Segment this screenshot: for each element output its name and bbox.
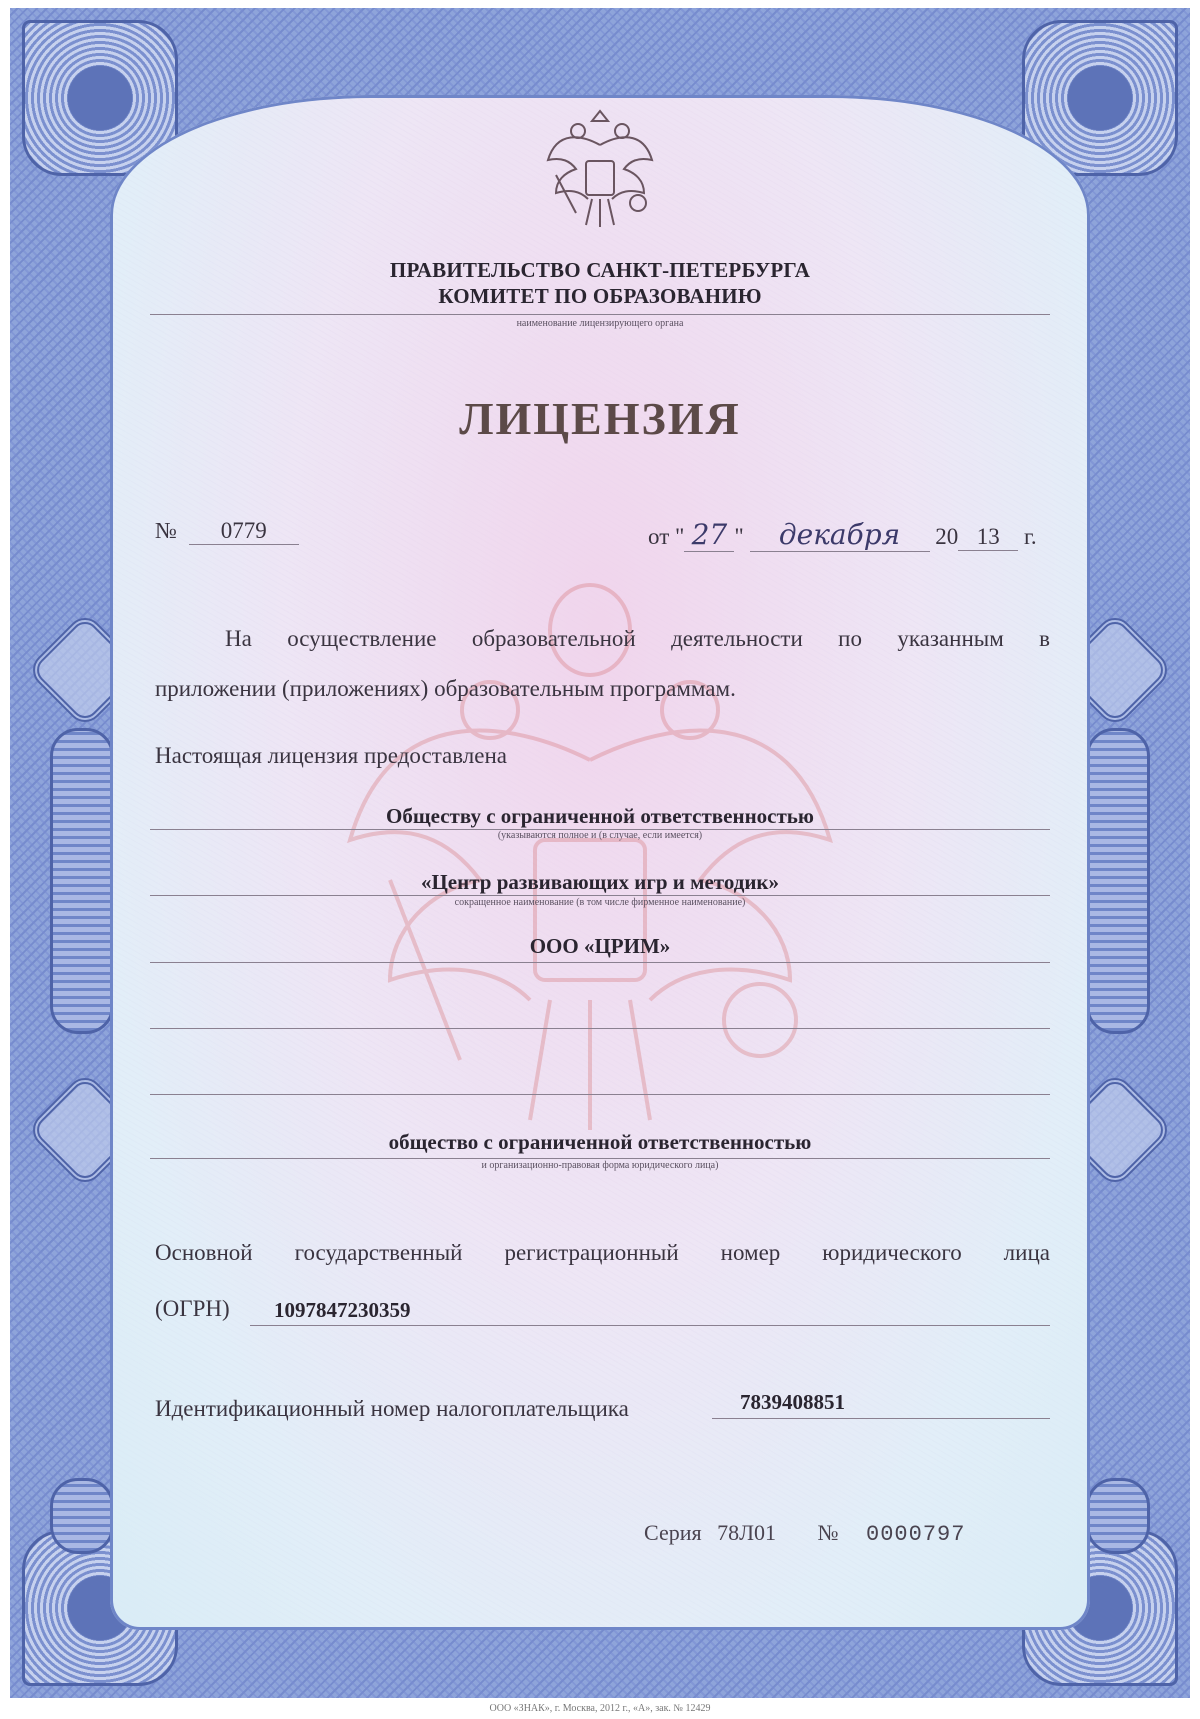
date-month: декабря [750,518,930,552]
licensee-short-name: ООО «ЦРИМ» [529,934,671,958]
series-number-label: № [817,1520,839,1545]
purpose-line2: приложении (приложениях) образовательным программам. [155,676,736,701]
granted-to-label: Настоящая лицензия предоставлена [155,743,507,768]
form-series [644,1520,965,1547]
series-number-value: 0000797 [866,1522,966,1547]
authority-caption: наименование лицензирующего органа [516,318,684,329]
inn-value: 7839408851 [740,1390,845,1414]
legal-form-caption: и организационно-правовая форма юридического лица) [481,1160,719,1171]
license-number [155,518,299,545]
series-value: 78Л01 [717,1520,777,1545]
divider [150,1028,1050,1029]
issuing-authority-line1: ПРАВИТЕЛЬСТВО САНКТ-ПЕТЕРБУРГА [389,258,811,282]
divider [150,314,1050,315]
date-day: 27 [684,518,734,552]
divider [150,1158,1050,1159]
divider [250,1325,1050,1326]
licensee-full-name-caption: (указываются полное и (в случае, если имеется) [497,830,703,841]
ornament-side-panel [1086,1478,1150,1554]
ornament-side-panel [50,1478,114,1554]
issuing-authority-line2: КОМИТЕТ ПО ОБРАЗОВАНИЮ [438,284,762,308]
inn-label: Идентификационный номер налогоплательщика [155,1396,629,1421]
divider [150,895,1050,896]
date-year-prefix: 20 [935,524,959,549]
ogrn-value: 1097847230359 [274,1298,411,1322]
number-value: 0779 [189,518,299,545]
coat-of-arms-icon [542,105,658,230]
licensee-full-name-line1: Обществу с ограниченной ответственностью [386,804,814,828]
date-year-suffix: 13 [958,524,1018,551]
legal-form: общество с ограниченной ответственностью [388,1130,812,1154]
series-label: Серия [644,1520,702,1545]
ogrn-label-line1: Основной государственный регистрационный номер юридического лица [155,1240,1050,1265]
divider [712,1418,1050,1419]
coat-of-arms-watermark-icon [330,580,850,1140]
license-date: от " 27 " декабря 20 13 г. [648,518,1037,551]
number-label: № [155,518,177,543]
document-title: ЛИЦЕНЗИЯ [459,393,741,444]
purpose-line1: На осуществление образовательной деятельности по указанным в [225,626,1050,651]
date-year-label: г. [1024,524,1037,549]
licensee-short-name-caption: сокращенное наименование (в том числе фирменное наименование) [454,897,746,908]
licensee-full-name-line2: «Центр развивающих игр и методик» [420,870,780,894]
ogrn-label-line2: (ОГРН) [155,1296,230,1321]
date-from-label: от [648,524,670,549]
divider [150,962,1050,963]
printer-imprint: ООО «ЗНАК», г. Москва, 2012 г., «А», зак. № 12429 [489,1703,711,1714]
divider [150,1094,1050,1095]
